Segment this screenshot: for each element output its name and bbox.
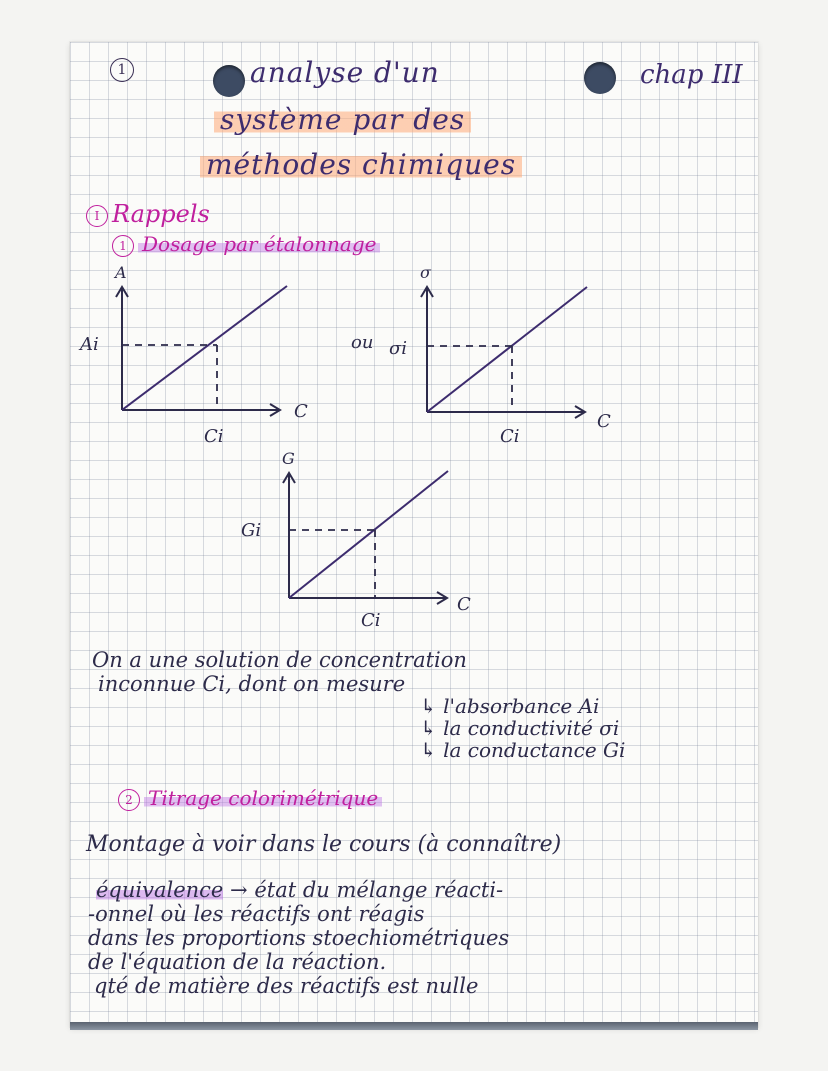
graph2-x-label: C [597,411,611,432]
section-1-heading: I Rappels [86,200,210,228]
binder-hole-left [213,65,245,97]
subsection-1-heading: 1 Dosage par étalonnage [112,232,380,257]
measure-item-conductivity: ↳ la conductivité σi [420,716,620,740]
graph1-x-label: C [294,401,308,422]
graph1-y-tick: Ai [80,334,99,355]
equivalence-term: équivalence [96,878,224,902]
graph3-x-tick: Ci [361,610,381,631]
explanation-line-2: inconnue Ci, dont on mesure [98,672,406,696]
graph2-calibration-line [427,287,587,412]
graph1-x-tick: Ci [204,426,224,447]
equivalence-arrow: → [230,878,248,902]
title-line-2: système par des [214,103,471,136]
graph2-y-label: σ [420,263,431,282]
measure-item-conductance: ↳ la conductance Gi [420,738,626,762]
graph2-x-tick: Ci [500,426,520,447]
equivalence-definition-1: état du mélange réacti- [254,878,504,902]
title-line-3: méthodes chimiques [200,148,522,181]
chapter-label: chap III [640,60,743,90]
graph1-y-label: A [115,263,127,282]
explanation-line-1: On a une solution de concentration [92,648,467,672]
equivalence-line-4: de l'équation de la réaction. [88,950,387,974]
equivalence-line-3: dans les proportions stoechiométriques [88,926,510,950]
graph-conductivity [345,262,635,462]
graph-absorbance [80,262,320,462]
measure-item-absorbance: ↳ l'absorbance Ai [420,694,600,718]
subsection-2-heading: 2 Titrage colorimétrique [118,786,382,811]
graph3-y-tick: Gi [241,520,262,541]
equivalence-line-5: qté de matière des réactifs est nulle [94,974,479,998]
equivalence-line-2: -onnel où les réactifs ont réagis [88,902,425,926]
page-edge [70,1022,758,1030]
binder-hole-right [584,62,616,94]
graph1-calibration-line [122,286,287,410]
graph2-or-word: ou [351,332,374,353]
title-line-1: analyse d'un [250,56,440,89]
graph3-calibration-line [289,471,448,598]
graph3-x-label: C [457,594,471,615]
montage-line: Montage à voir dans le cours (à connaître) [86,832,562,857]
graph-conductance [235,448,495,638]
graph2-y-tick: σi [389,338,408,359]
equivalence-line-1 [96,878,503,902]
graph3-y-label: G [282,449,295,468]
page-number: 1 [110,58,134,82]
